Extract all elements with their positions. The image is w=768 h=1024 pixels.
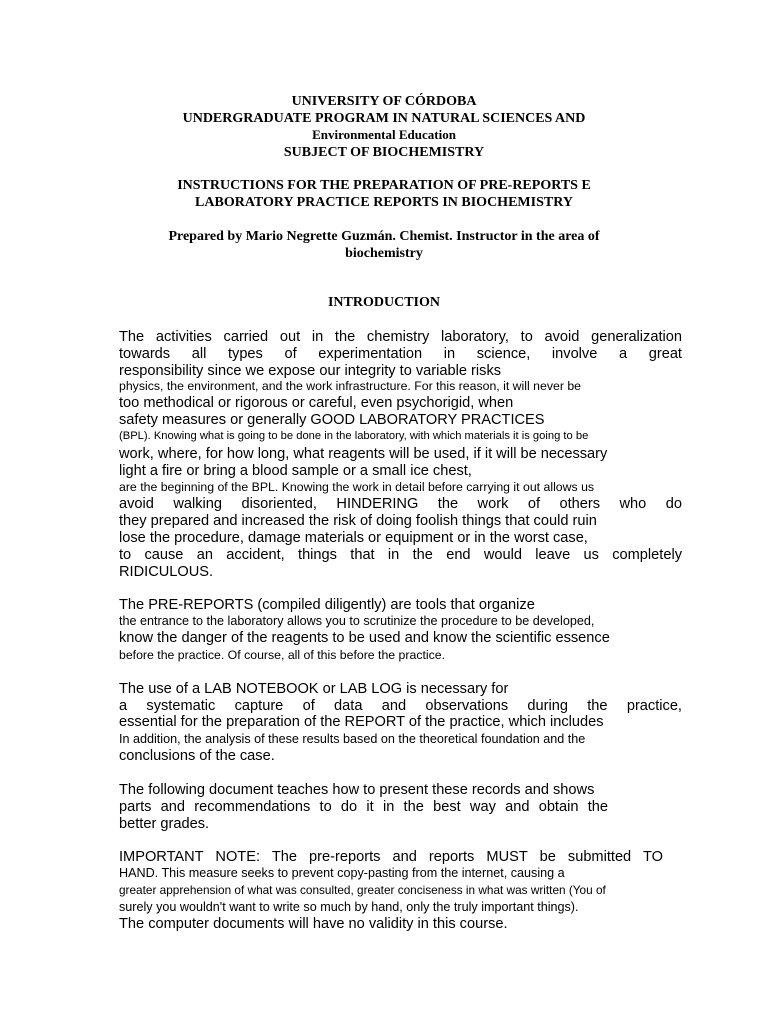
text-line: light a fire or bring a blood sample or a small ice chest, bbox=[119, 463, 472, 479]
text-line: the entrance to the laboratory allows you to scrutinize the procedure to be developed, bbox=[119, 614, 595, 628]
text-line: essential for the preparation of the REPORT of the practice, which includes bbox=[119, 714, 604, 730]
text-line: too methodical or rigorous or careful, even psychorigid, when bbox=[119, 395, 514, 411]
instructions-title-line1: INSTRUCTIONS FOR THE PREPARATION OF PRE-REPORTS E bbox=[177, 178, 591, 193]
text-line: conclusions of the case. bbox=[119, 748, 275, 764]
text-line: (BPL). Knowing what is going to be done in the laboratory, with which materials it is going to be bbox=[119, 430, 589, 442]
text-line: know the danger of the reagents to be used and know the scientific essence bbox=[119, 630, 610, 646]
university-title: UNIVERSITY OF CÓRDOBA bbox=[291, 94, 477, 109]
text-line: RIDICULOUS. bbox=[119, 564, 214, 580]
text-line: surely you wouldn't want to write so much by hand, only the truly important things). bbox=[119, 900, 579, 914]
text-line: towards all types of experimentation in science, involve a great bbox=[119, 346, 682, 362]
text-line: are the beginning of the BPL. Knowing the work in detail before carrying it out allows us bbox=[119, 480, 595, 494]
text-line: responsibility since we expose our integrity to variable risks bbox=[119, 363, 502, 379]
text-line: lose the procedure, damage materials or equipment or in the worst case, bbox=[119, 530, 588, 546]
instructions-title-line2: LABORATORY PRACTICE REPORTS IN BIOCHEMISTRY bbox=[195, 195, 573, 210]
text-line: The activities carried out in the chemistry laboratory, to avoid generalization bbox=[119, 329, 682, 345]
text-line: In addition, the analysis of these results based on the theoretical foundation and the bbox=[119, 732, 586, 746]
text-line: The following document teaches how to present these records and shows bbox=[119, 782, 595, 798]
text-line: a systematic capture of data and observations during the practice, bbox=[119, 698, 682, 714]
program-title: UNDERGRADUATE PROGRAM IN NATURAL SCIENCES AND bbox=[182, 111, 586, 126]
text-line: they prepared and increased the risk of doing foolish things that could ruin bbox=[119, 513, 597, 529]
text-line: to cause an accident, things that in the end would leave us completely bbox=[119, 547, 682, 563]
text-line: safety measures or generally GOOD LABORATORY PRACTICES bbox=[119, 412, 545, 428]
education-subtitle: Environmental Education bbox=[312, 127, 456, 142]
text-line: before the practice. Of course, all of this before the practice. bbox=[119, 648, 446, 662]
text-line: better grades. bbox=[119, 816, 210, 832]
text-line: The PRE-REPORTS (compiled diligently) are tools that organize bbox=[119, 597, 535, 613]
text-line: IMPORTANT NOTE: The pre-reports and reports MUST be submitted TO bbox=[119, 849, 663, 865]
text-line: avoid walking disoriented, HINDERING the work of others who do bbox=[119, 496, 682, 512]
text-line: HAND. This measure seeks to prevent copy-pasting from the internet, causing a bbox=[119, 866, 565, 880]
text-line: The use of a LAB NOTEBOOK or LAB LOG is necessary for bbox=[119, 681, 509, 697]
text-line: The computer documents will have no validity in this course. bbox=[119, 916, 508, 932]
text-line: greater apprehension of what was consulted, greater conciseness in what was written (You of bbox=[119, 883, 606, 897]
text-line: work, where, for how long, what reagents will be used, if it will be necessary bbox=[119, 446, 608, 462]
subject-title: SUBJECT OF BIOCHEMISTRY bbox=[283, 145, 485, 160]
author-line2: biochemistry bbox=[345, 246, 423, 261]
text-line: physics, the environment, and the work infrastructure. For this reason, it will never be bbox=[119, 379, 582, 393]
author-line1: Prepared by Mario Negrette Guzmán. Chemist. Instructor in the area of bbox=[168, 229, 600, 244]
section-title: INTRODUCTION bbox=[327, 295, 440, 310]
text-line: parts and recommendations to do it in the best way and obtain the bbox=[119, 799, 608, 815]
